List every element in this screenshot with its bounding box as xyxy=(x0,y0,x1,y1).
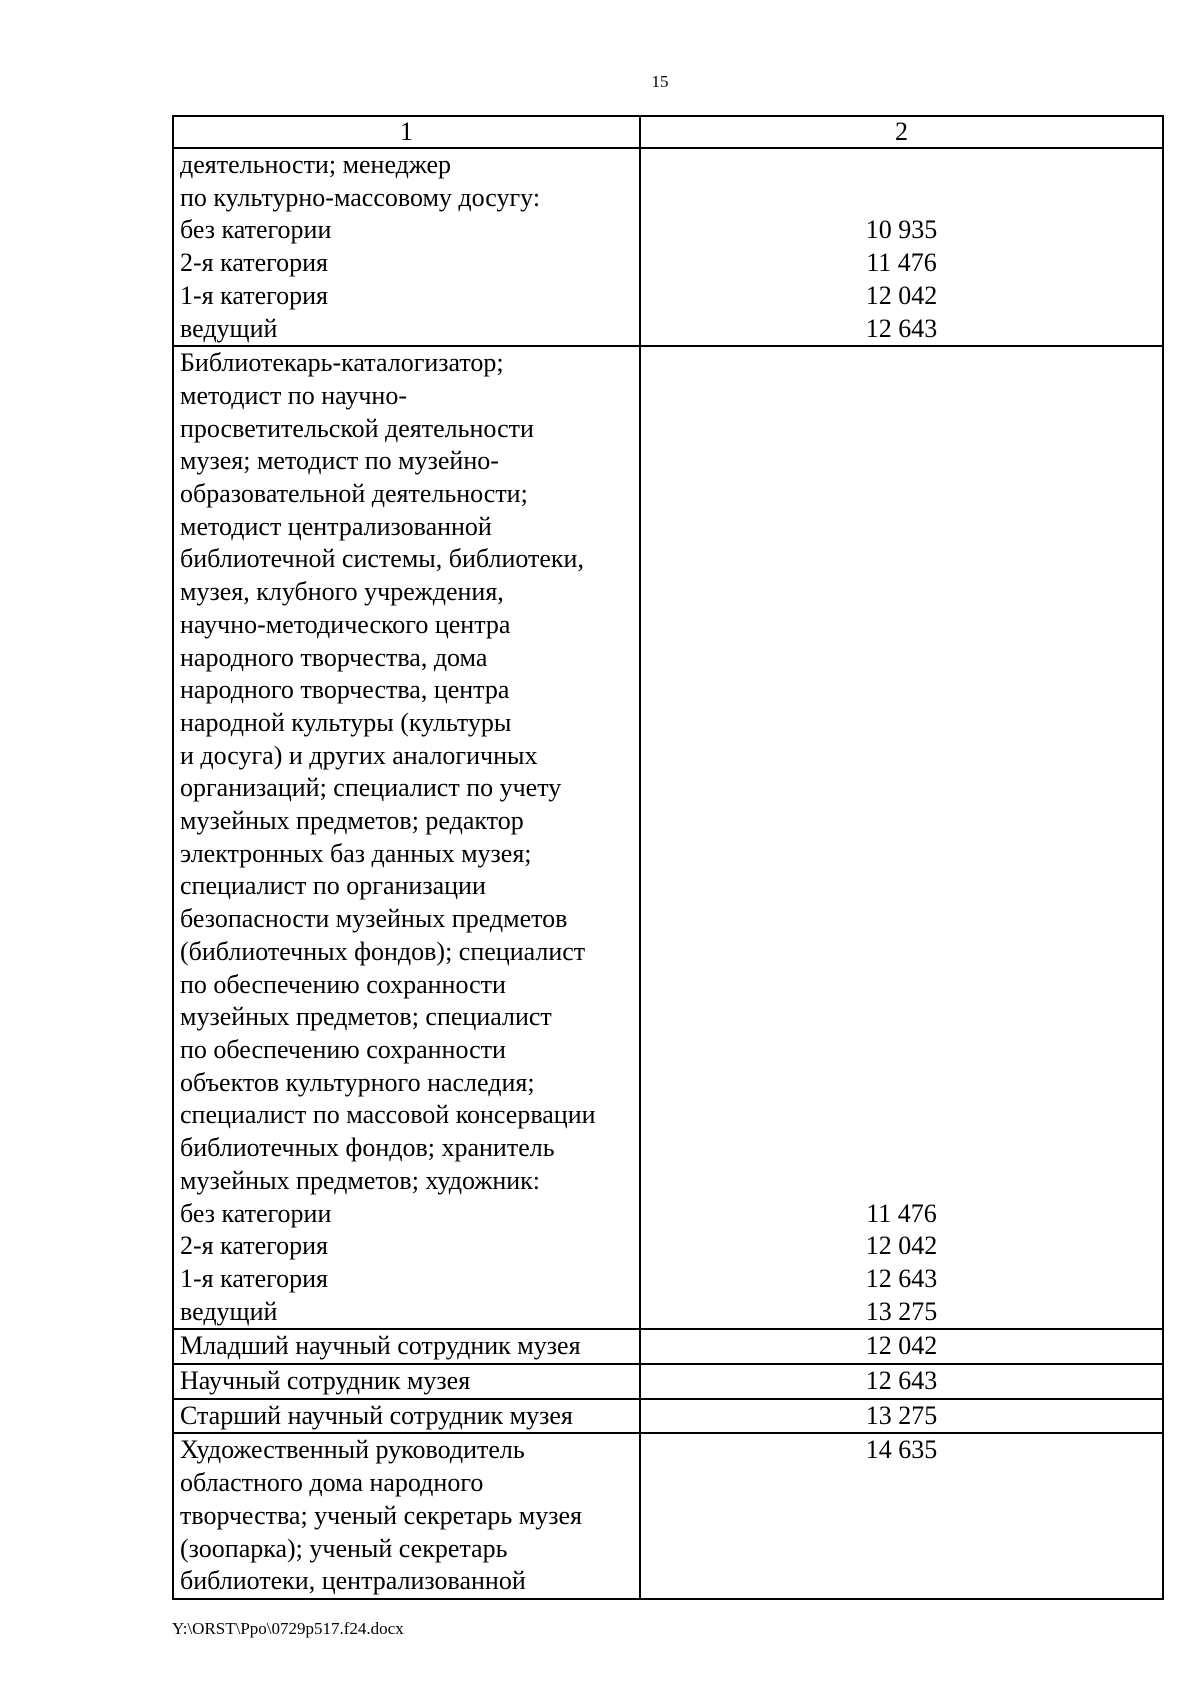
position-text-line: музейных предметов; специалист xyxy=(180,1002,552,1032)
position-text-line: без категории xyxy=(180,1198,332,1228)
table-row xyxy=(173,1433,1163,1599)
position-text-line: по обеспечению сохранности xyxy=(180,969,506,999)
salary-blank xyxy=(647,1467,1156,1500)
position-text-line: объектов культурного наследия; xyxy=(180,1067,535,1097)
column-header-1: 1 xyxy=(173,116,640,148)
position-text-line: 1-я категория xyxy=(180,280,329,310)
position-text-line: музея; методист по музейно- xyxy=(180,446,499,476)
salary-value: 12 643 xyxy=(865,313,938,343)
position-text-line: специалист по массовой консервации xyxy=(180,1100,596,1130)
position-text-line: электронных баз данных музея; xyxy=(180,838,532,868)
salary-value: 12 042 xyxy=(865,1331,938,1361)
position-text-line: Художественный руководитель xyxy=(180,1435,525,1465)
salary-blank xyxy=(647,903,1156,936)
table-row xyxy=(173,1399,1163,1434)
position-text-line: библиотеки, централизованной xyxy=(180,1566,526,1596)
position-text-line: (зоопарка); ученый секретарь xyxy=(180,1533,508,1563)
table-body xyxy=(173,148,1163,1599)
salary-blank xyxy=(647,936,1156,969)
position-text-line: народного творчества, дома xyxy=(180,642,488,672)
salary-blank xyxy=(647,478,1156,511)
salary-blank xyxy=(647,413,1156,446)
salary-table xyxy=(172,115,1164,1600)
table-row xyxy=(173,346,1163,1329)
position-text-line: научно-методического центра xyxy=(180,609,511,639)
position-text-line: по культурно-массовому досугу: xyxy=(180,182,541,212)
position-text-line: библиотечных фондов; хранитель xyxy=(180,1133,555,1163)
salary-cell xyxy=(640,1399,1163,1434)
footer-file-path: Y:\ORST\Ppo\0729p517.f24.docx xyxy=(172,1619,404,1638)
position-text-line: без категории xyxy=(180,215,332,245)
position-text-line: областного дома народного xyxy=(180,1468,484,1498)
salary-blank xyxy=(647,1132,1156,1165)
position-text-line: Библиотекарь-каталогизатор; xyxy=(180,348,504,378)
salary-value: 13 275 xyxy=(865,1400,938,1430)
salary-cell xyxy=(640,1329,1163,1364)
position-text-line: деятельности; менеджер xyxy=(180,150,452,179)
salary-value: 13 275 xyxy=(865,1296,938,1326)
salary-blank xyxy=(647,838,1156,871)
salary-value: 11 476 xyxy=(866,248,937,278)
salary-blank xyxy=(647,1099,1156,1132)
salary-blank xyxy=(647,707,1156,740)
salary-blank xyxy=(647,149,1156,182)
position-text-line: 2-я категория xyxy=(180,248,329,278)
table-row xyxy=(173,1364,1163,1399)
salary-value: 12 643 xyxy=(865,1366,938,1396)
position-text-line: Научный сотрудник музея xyxy=(180,1366,471,1396)
salary-blank xyxy=(647,805,1156,838)
position-text-line: 2-я категория xyxy=(180,1231,329,1261)
salary-blank xyxy=(647,740,1156,773)
salary-blank xyxy=(647,772,1156,805)
position-text-line: ведущий xyxy=(180,313,278,343)
position-text-line: музейных предметов; художник: xyxy=(180,1165,541,1195)
position-text-line: народного творчества, центра xyxy=(180,675,510,705)
position-text-line: образовательной деятельности; xyxy=(180,479,528,509)
position-text-line: музейных предметов; редактор xyxy=(180,806,524,836)
salary-blank xyxy=(647,1565,1156,1598)
salary-value: 10 935 xyxy=(865,215,938,245)
salary-value: 14 635 xyxy=(865,1435,938,1465)
salary-cell xyxy=(640,1433,1163,1599)
table-row xyxy=(173,148,1163,346)
position-text-line: Младший научный сотрудник музея xyxy=(180,1331,581,1361)
position-text-line: ведущий xyxy=(180,1296,278,1326)
position-text-line: безопасности музейных предметов xyxy=(180,904,568,934)
salary-blank xyxy=(647,182,1156,215)
salary-blank xyxy=(647,543,1156,576)
table-row xyxy=(173,1329,1163,1364)
salary-blank xyxy=(647,674,1156,707)
salary-cell xyxy=(640,346,1163,1329)
salary-blank xyxy=(647,1067,1156,1100)
salary-value: 12 042 xyxy=(865,280,938,310)
salary-blank xyxy=(647,445,1156,478)
position-text-line: библиотечной системы, библиотеки, xyxy=(180,544,584,574)
position-cell xyxy=(173,1399,640,1434)
salary-blank xyxy=(647,642,1156,675)
column-header-2: 2 xyxy=(640,116,1163,148)
position-text-line: по обеспечению сохранности xyxy=(180,1034,506,1064)
salary-blank xyxy=(647,1533,1156,1566)
page-number: 15 xyxy=(651,72,669,91)
position-text-line: просветительской деятельности xyxy=(180,413,534,443)
salary-blank xyxy=(647,609,1156,642)
salary-blank xyxy=(647,870,1156,903)
salary-blank xyxy=(647,1165,1156,1198)
position-cell xyxy=(173,1364,640,1399)
position-text-line: (библиотечных фондов); специалист xyxy=(180,936,586,966)
salary-blank xyxy=(647,1034,1156,1067)
salary-blank xyxy=(647,576,1156,609)
salary-blank xyxy=(647,347,1156,380)
position-cell xyxy=(173,346,640,1329)
position-text-line: и досуга) и других аналогичных xyxy=(180,740,538,770)
salary-blank xyxy=(647,969,1156,1002)
salary-value: 11 476 xyxy=(866,1198,937,1228)
position-text-line: музея, клубного учреждения, xyxy=(180,577,504,607)
salary-value: 12 042 xyxy=(865,1231,938,1261)
position-text-line: 1-я категория xyxy=(180,1263,329,1293)
salary-blank xyxy=(647,1001,1156,1034)
position-text-line: Старший научный сотрудник музея xyxy=(180,1400,573,1430)
salary-value: 12 643 xyxy=(865,1263,938,1293)
salary-blank xyxy=(647,380,1156,413)
salary-cell xyxy=(640,1364,1163,1399)
position-text-line: специалист по организации xyxy=(180,871,486,901)
position-text-line: методист по научно- xyxy=(180,380,408,410)
salary-blank xyxy=(647,1500,1156,1533)
position-text-line: организаций; специалист по учету xyxy=(180,773,562,803)
position-text-line: методист централизованной xyxy=(180,511,492,541)
position-cell xyxy=(173,148,640,346)
salary-cell xyxy=(640,148,1163,346)
position-cell xyxy=(173,1329,640,1364)
table-header-row xyxy=(173,116,1163,148)
position-text-line: народной культуры (культуры xyxy=(180,707,512,737)
position-text-line: творчества; ученый секретарь музея xyxy=(180,1500,582,1530)
salary-blank xyxy=(647,511,1156,544)
position-cell xyxy=(173,1433,640,1599)
